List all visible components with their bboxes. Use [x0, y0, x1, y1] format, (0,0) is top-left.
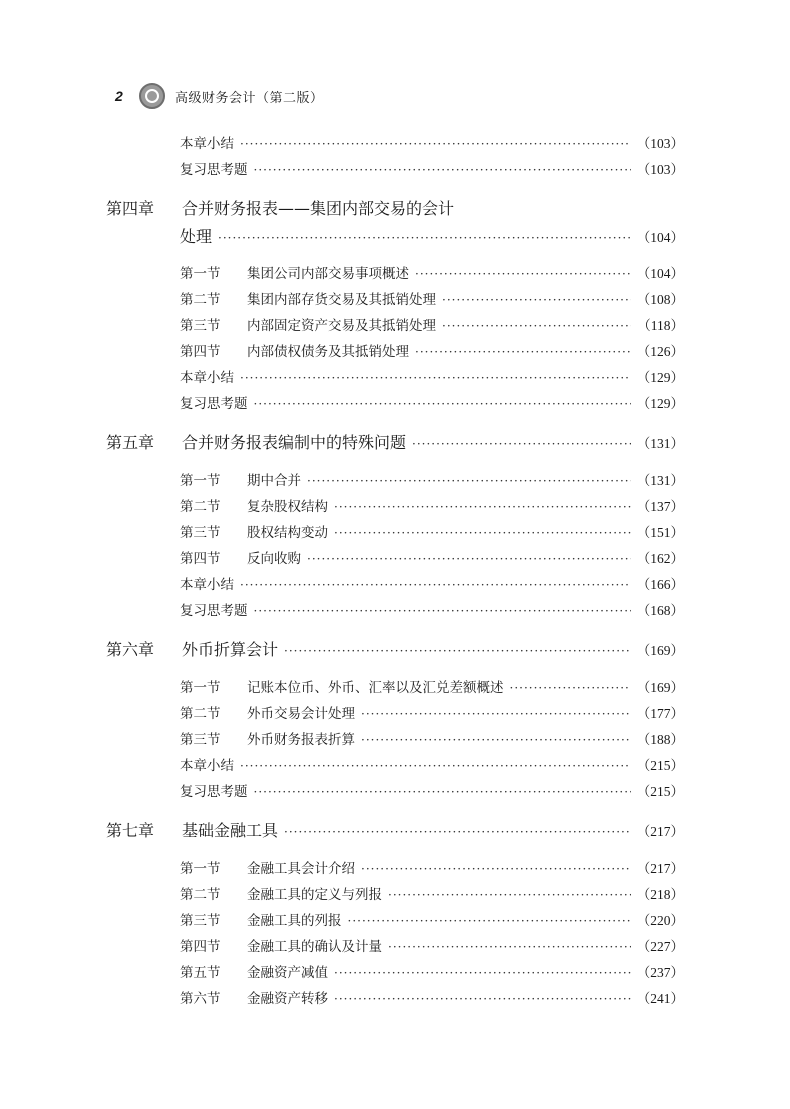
section-label: 第三节	[180, 525, 221, 541]
leader-dots	[361, 862, 631, 876]
entry-page: （118）	[637, 318, 684, 333]
entry-page: （108）	[636, 292, 684, 307]
toc-section[interactable]	[180, 676, 684, 696]
toc-section[interactable]	[180, 521, 684, 541]
leader-dots	[348, 914, 631, 928]
entry-page: （168）	[636, 603, 684, 618]
entry-title: 本章小结	[180, 758, 234, 774]
section-label: 第二节	[180, 706, 221, 722]
entry-page: （129）	[636, 396, 684, 411]
leader-dots	[240, 759, 631, 773]
leader-dots	[334, 526, 631, 540]
entry-page: （227）	[636, 939, 684, 954]
leader-dots	[412, 437, 631, 451]
toc-entry-summary[interactable]	[180, 366, 684, 386]
leader-dots	[510, 681, 631, 695]
section-title: 内部债权债务及其抵销处理	[247, 344, 409, 360]
leader-dots	[361, 707, 631, 721]
chapter-label: 第四章	[106, 199, 155, 218]
entry-title: 本章小结	[180, 136, 234, 152]
section-title: 反向收购	[247, 551, 301, 567]
section-title: 金融资产转移	[247, 991, 328, 1007]
toc-section[interactable]	[180, 495, 684, 515]
chapter-title: 合并财务报表——集团内部交易的会计	[182, 199, 455, 218]
chapter-title: 外币折算会计	[182, 640, 279, 659]
leader-dots	[254, 604, 631, 618]
leader-dots	[254, 397, 631, 411]
leader-dots	[284, 825, 631, 839]
entry-title: 本章小结	[180, 370, 234, 386]
leader-dots	[334, 966, 631, 980]
entry-title: 本章小结	[180, 577, 234, 593]
toc-chapter-4-continued[interactable]	[180, 224, 684, 247]
entry-page: （129）	[636, 370, 684, 385]
chapter-title: 基础金融工具	[182, 821, 279, 840]
toc-entry-summary[interactable]	[180, 132, 684, 152]
toc-section[interactable]	[180, 340, 684, 360]
toc-entry-review[interactable]	[180, 392, 684, 412]
section-label: 第五节	[180, 965, 221, 981]
chapter-label: 第七章	[106, 821, 155, 840]
leader-dots	[442, 319, 631, 333]
leader-dots	[240, 137, 631, 151]
section-label: 第二节	[180, 499, 221, 515]
leader-dots	[240, 578, 631, 592]
section-title: 外币交易会计处理	[247, 706, 355, 722]
toc-entry-review[interactable]	[180, 599, 684, 619]
toc-entry-review[interactable]	[180, 158, 684, 178]
leader-dots	[334, 500, 631, 514]
section-label: 第三节	[180, 732, 221, 748]
section-title: 金融工具会计介绍	[247, 861, 355, 877]
leader-dots	[388, 940, 631, 954]
section-label: 第四节	[180, 344, 221, 360]
toc-section[interactable]	[180, 935, 684, 955]
entry-page: （237）	[636, 965, 684, 980]
toc-section[interactable]	[180, 909, 684, 929]
entry-page: （188）	[636, 732, 684, 747]
section-label: 第一节	[180, 680, 221, 696]
section-label: 第六节	[180, 991, 221, 1007]
entry-page: （218）	[636, 887, 684, 902]
leader-dots	[415, 267, 631, 281]
entry-page: （220）	[636, 913, 684, 928]
entry-page: （126）	[636, 344, 684, 359]
entry-page: （166）	[636, 577, 684, 592]
section-title: 金融工具的列报	[247, 913, 342, 929]
section-title: 记账本位币、外币、汇率以及汇兑差额概述	[247, 680, 504, 696]
chapter-label: 第六章	[106, 640, 155, 659]
chapter-label: 第五章	[106, 433, 155, 452]
page-number: 2	[115, 88, 123, 104]
entry-page: （169）	[636, 643, 684, 658]
section-title: 集团公司内部交易事项概述	[247, 266, 409, 282]
entry-page: （241）	[636, 991, 684, 1006]
entry-page: （217）	[636, 824, 684, 839]
section-title: 金融工具的定义与列报	[247, 887, 382, 903]
section-label: 第四节	[180, 939, 221, 955]
leader-dots	[254, 163, 631, 177]
toc-chapter-7[interactable]	[106, 818, 684, 841]
toc-section[interactable]	[180, 961, 684, 981]
entry-page: （104）	[636, 230, 684, 245]
section-title: 金融工具的确认及计量	[247, 939, 382, 955]
entry-page: （137）	[636, 499, 684, 514]
leader-dots	[307, 552, 631, 566]
section-label: 第一节	[180, 473, 221, 489]
section-title: 外币财务报表折算	[247, 732, 355, 748]
section-label: 第四节	[180, 551, 221, 567]
section-label: 第二节	[180, 887, 221, 903]
toc-section[interactable]	[180, 728, 684, 748]
section-title: 复杂股权结构	[247, 499, 328, 515]
entry-title: 复习思考题	[180, 162, 248, 178]
chapter-title: 合并财务报表编制中的特殊问题	[182, 433, 407, 452]
toc-entry-review[interactable]	[180, 780, 684, 800]
entry-page: （217）	[636, 861, 684, 876]
toc-section[interactable]	[180, 883, 684, 903]
entry-title: 复习思考题	[180, 396, 248, 412]
toc-section[interactable]	[180, 262, 684, 282]
section-title: 集团内部存货交易及其抵销处理	[247, 292, 436, 308]
leader-dots	[415, 345, 631, 359]
entry-page: （215）	[636, 758, 684, 773]
leader-dots	[361, 733, 631, 747]
entry-page: （104）	[636, 266, 684, 281]
leader-dots	[240, 371, 631, 385]
section-title: 内部固定资产交易及其抵销处理	[247, 318, 436, 334]
entry-page: （169）	[636, 680, 684, 695]
toc-section[interactable]	[180, 288, 684, 308]
toc-section[interactable]	[180, 987, 684, 1007]
section-label: 第一节	[180, 266, 221, 282]
toc-section[interactable]	[180, 857, 684, 877]
entry-page: （162）	[636, 551, 684, 566]
toc-chapter-6[interactable]	[106, 637, 684, 660]
entry-page: （177）	[636, 706, 684, 721]
leader-dots	[218, 231, 631, 245]
entry-title: 复习思考题	[180, 784, 248, 800]
chapter-title-continued: 处理	[180, 227, 213, 246]
leader-dots	[388, 888, 631, 902]
entry-page: （131）	[636, 436, 684, 451]
section-label: 第二节	[180, 292, 221, 308]
toc-chapter-4[interactable]	[106, 196, 684, 219]
toc-entry-summary[interactable]	[180, 754, 684, 774]
toc-chapter-5[interactable]	[106, 430, 684, 453]
toc-section[interactable]	[180, 702, 684, 722]
toc-entry-summary[interactable]	[180, 573, 684, 593]
section-title: 股权结构变动	[247, 525, 328, 541]
toc-section[interactable]	[180, 547, 684, 567]
toc-section[interactable]	[180, 314, 684, 334]
leader-dots	[254, 785, 631, 799]
section-label: 第三节	[180, 913, 221, 929]
leader-dots	[307, 474, 631, 488]
section-label: 第三节	[180, 318, 221, 334]
book-title: 高级财务会计（第二版）	[175, 90, 324, 106]
entry-title: 复习思考题	[180, 603, 248, 619]
section-title: 期中合并	[247, 473, 301, 489]
leader-dots	[442, 293, 631, 307]
entry-page: （151）	[636, 525, 684, 540]
entry-page: （215）	[636, 784, 684, 799]
entry-page: （103）	[636, 136, 684, 151]
toc-section[interactable]	[180, 469, 684, 489]
section-label: 第一节	[180, 861, 221, 877]
leader-dots	[334, 992, 631, 1006]
leader-dots	[284, 644, 631, 658]
entry-page: （103）	[636, 162, 684, 177]
entry-page: （131）	[636, 473, 684, 488]
section-title: 金融资产减值	[247, 965, 328, 981]
